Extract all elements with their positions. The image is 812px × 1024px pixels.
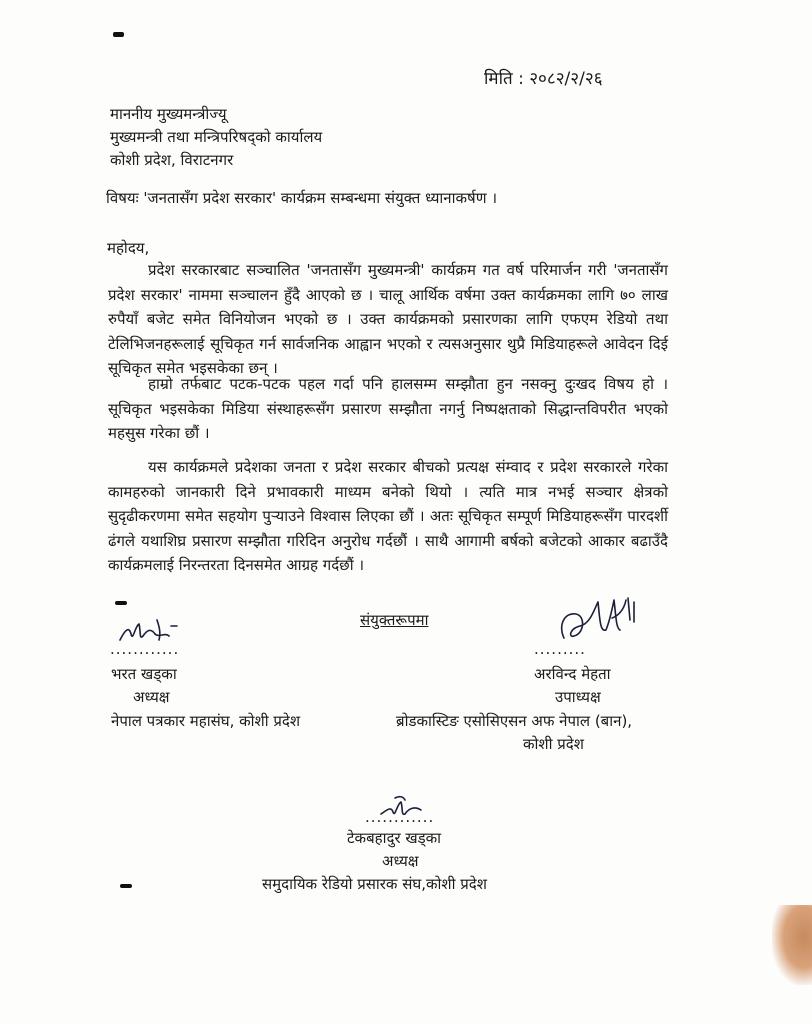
body-paragraph-1: प्रदेश सरकारबाट सञ्चालित 'जनतासँग मुख्यमन्त्री' कार्यक्रम गत वर्ष परिमार्जन गरी 'जनतासँग प्रदेश सरकार' नाममा सञ्चालन हुँदै आएको छ । चालू आर्थिक वर्षमा उक्त कार्यक्रमका लागि ७० लाख रुपैयाँ बजेट समेत विनियोजन भएको छ । उक्त कार्यक्रमको प्रसारणका लागि एफएम रेडियो तथा टेलिभिजनहरूलाई सूचिकृत गर्न सार्वजनिक आह्वान भएको र त्यसअनुसार थुप्रै मिडियाहरूले आवेदन दिई सूचिकृत समेत भइसकेका छन् । bbox=[108, 261, 668, 377]
recipient-line-3: कोशी प्रदेश, विराटनगर bbox=[110, 151, 234, 169]
recipient-line-2: मुख्यमन्त्री तथा मन्त्रिपरिषद्को कार्यालय bbox=[110, 128, 323, 146]
letter-date: मिति : २०८२/२/२६ bbox=[484, 69, 603, 89]
signatory-3-title: अध्यक्ष bbox=[382, 852, 419, 870]
signature-line-1: ............ bbox=[110, 640, 180, 658]
signature-line-3: ............ bbox=[365, 808, 435, 826]
signatory-1-org: नेपाल पत्रकार महासंघ, कोशी प्रदेश bbox=[111, 712, 301, 730]
punch-mark-bottom bbox=[120, 884, 132, 888]
thumb-edge bbox=[772, 905, 812, 985]
signatory-2-location: कोशी प्रदेश bbox=[523, 735, 584, 753]
signatory-1-title: अध्यक्ष bbox=[133, 688, 170, 706]
letter-subject: विषयः 'जनतासँग प्रदेश सरकार' कार्यक्रम सम्बन्धमा संयुक्त ध्यानाकर्षण । bbox=[106, 189, 498, 207]
jointly-label: संयुक्तरूपमा bbox=[360, 611, 429, 629]
signatory-2-org: ब्रोडकास्टिङ एसोसिएसन अफ नेपाल (बान), bbox=[396, 712, 633, 730]
signatory-2-title: उपाध्यक्ष bbox=[555, 688, 601, 706]
signature-line-2: ......... bbox=[534, 640, 586, 658]
signatory-1-name: भरत खड्का bbox=[111, 665, 177, 683]
recipient-line-1: माननीय मुख्यमन्त्रीज्यू bbox=[110, 105, 227, 123]
salutation: महोदय, bbox=[107, 239, 150, 257]
signatory-3-org: समुदायिक रेडियो प्रसारक संघ,कोशी प्रदेश bbox=[262, 875, 487, 893]
punch-mark-top bbox=[113, 32, 124, 37]
signatory-3-name: टेकबहादुर खड्का bbox=[347, 829, 442, 847]
signatory-2-name: अरविन्द मेहता bbox=[534, 665, 611, 683]
body-paragraph-2: हाम्रो तर्फबाट पटक-पटक पहल गर्दा पनि हालसम्म सम्झौता हुन नसक्नु दुःखद विषय हो । सूचिकृत भइसकेका मिडिया संस्थाहरूसँग प्रसारण सम्झौता नगर्नु निष्पक्षताको सिद्धान्तविपरीत भएको महसुस गरेका छौं । bbox=[108, 375, 668, 442]
punch-mark-middle bbox=[115, 601, 127, 605]
body-paragraph-3: यस कार्यक्रमले प्रदेशका जनता र प्रदेश सरकार बीचको प्रत्यक्ष संम्वाद र प्रदेश सरकारले गरेका कामहरुको जानकारी दिने प्रभावकारी माध्यम बनेको थियो । त्यति मात्र नभई सञ्चार क्षेत्रको सुदृढीकरणमा समेत सहयोग पुऱ्याउने विश्वास लिएका छौं । अतः सूचिकृत सम्पूर्ण मिडियाहरूसँग पारदर्शी ढंगले यथाशिघ्र प्रसारण सम्झौता गरिदिन अनुरोध गर्दछौं । साथै आगामी बर्षको बजेटको आकार बढाउँदै कार्यक्रमलाई निरन्तरता दिनसमेत आग्रह गर्दछौं । bbox=[108, 458, 668, 574]
